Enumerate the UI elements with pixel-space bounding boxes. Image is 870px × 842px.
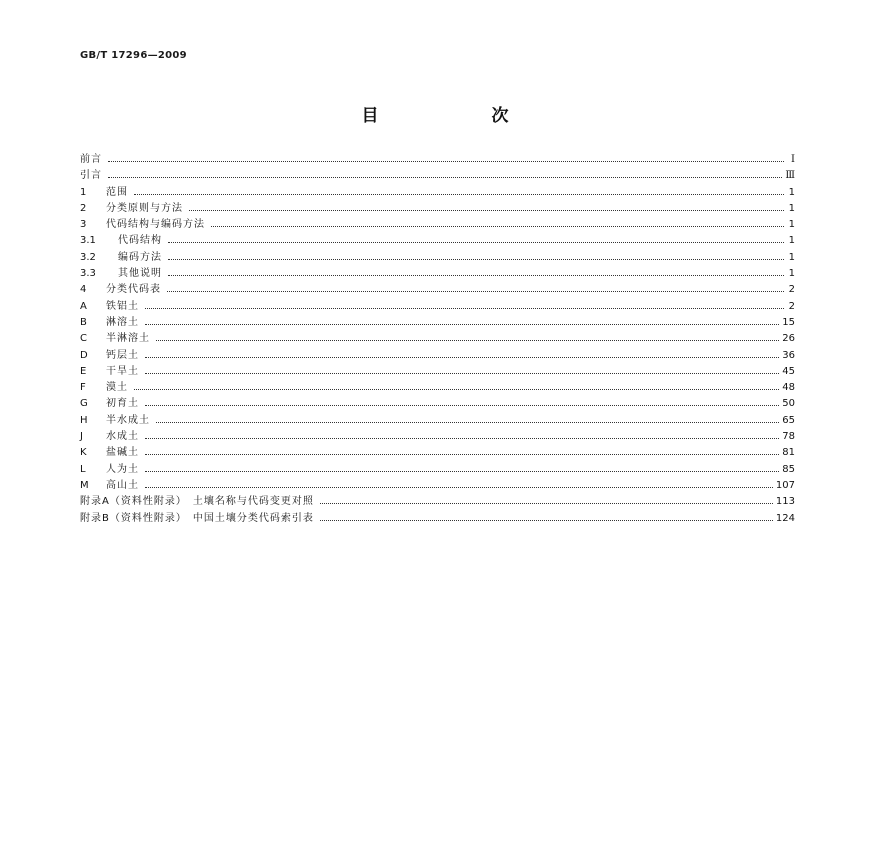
toc-page-number: 2 [788,300,795,312]
toc-entry-number: L [80,463,86,475]
toc-page-number: 1 [788,235,795,247]
toc-page-number: 107 [775,479,795,491]
toc-entry-label: 分类原则与方法 [106,202,183,214]
toc-page-number: 50 [782,398,795,410]
toc-entry-label: 分类代码表 [106,284,161,296]
toc-entry-label: 范围 [106,186,128,198]
toc-leader [145,348,779,364]
toc-entry-3[interactable] [80,217,795,233]
toc-entry-number: H [80,414,88,426]
toc-entry-label: 编码方法 [118,251,162,263]
toc-page-number: 36 [782,349,795,361]
toc-page-number: 78 [782,431,795,443]
table-of-contents [80,152,795,527]
toc-entry-label: 代码结构 [118,235,162,247]
toc-entry-number: F [80,382,86,394]
toc-entry-f[interactable] [80,380,795,396]
standard-code: GB/T 17296—2009 [80,50,187,61]
toc-entry-number: D [80,349,88,361]
toc-entry-label: 附录B（资料性附录） 中国土壤分类代码索引表 [80,512,314,524]
toc-entry-number: E [80,365,87,377]
toc-entry-label: 其他说明 [118,268,162,280]
toc-page-number: 1 [788,251,795,263]
toc-entry-2[interactable] [80,201,795,217]
toc-entry-h[interactable] [80,413,795,429]
toc-leader [145,462,779,478]
toc-entry-number: K [80,447,87,459]
toc-entry-appendix-a[interactable] [80,494,795,510]
toc-leader [156,413,779,429]
toc-entry-label: 水成土 [106,431,139,443]
toc-leader [145,299,784,315]
toc-entry-label: 代码结构与编码方法 [106,219,205,231]
toc-leader [145,478,773,494]
toc-entry-label: 漠土 [106,382,128,394]
toc-entry-appendix-b[interactable] [80,511,795,527]
toc-page-number: Ⅰ [791,154,795,165]
toc-entry-number: M [80,479,89,491]
toc-leader [134,380,779,396]
toc-entry-number: J [80,431,83,443]
toc-entry-label: 淋溶土 [106,316,139,328]
toc-page-number: 1 [788,202,795,214]
toc-entry-j[interactable] [80,429,795,445]
toc-entry-l[interactable] [80,462,795,478]
toc-entry-label: 钙层土 [106,349,139,361]
toc-entry-number: 3.2 [80,251,96,263]
toc-entry-4[interactable] [80,282,795,298]
toc-entry-number: 4 [80,284,87,296]
toc-entry-number: 1 [80,186,87,198]
toc-entry-label: 盐碱土 [106,447,139,459]
toc-page-number: 124 [775,512,795,524]
toc-leader [108,168,782,184]
toc-entry-a[interactable] [80,299,795,315]
toc-entry-label: 前言 [80,154,102,165]
toc-entry-d[interactable] [80,348,795,364]
toc-entry-number: 2 [80,202,87,214]
toc-entry-foreword[interactable] [80,152,795,168]
toc-entry-k[interactable] [80,445,795,461]
toc-leader [145,445,779,461]
toc-entry-number: B [80,316,87,328]
toc-page-number: 15 [782,316,795,328]
toc-entry-c[interactable] [80,331,795,347]
toc-entry-3-2[interactable] [80,250,795,266]
toc-entry-label: 干旱土 [106,365,139,377]
toc-entry-label: 半淋溶土 [106,333,150,345]
toc-entry-number: 3.3 [80,268,96,280]
toc-page-number: 81 [782,447,795,459]
toc-leader [167,282,784,298]
toc-leader [134,185,784,201]
toc-entry-g[interactable] [80,396,795,412]
toc-entry-introduction[interactable] [80,168,795,184]
toc-page-number: Ⅲ [785,170,795,182]
toc-entry-number: A [80,300,87,312]
toc-leader [168,233,784,249]
toc-page-number: 65 [782,414,795,426]
toc-entry-label: 人为土 [106,463,139,475]
toc-leader [145,396,779,412]
toc-page-number: 1 [788,268,795,280]
toc-entry-label: 铁铝土 [106,300,139,312]
toc-entry-e[interactable] [80,364,795,380]
toc-leader [145,315,779,331]
toc-leader [156,331,779,347]
toc-entry-number: 3.1 [80,235,96,247]
toc-page-number: 26 [782,333,795,345]
toc-entry-b[interactable] [80,315,795,331]
toc-page-number: 113 [775,496,795,508]
toc-leader [168,266,784,282]
page-title: 目 次 [361,106,557,126]
toc-leader [189,201,784,217]
toc-entry-label: 初育土 [106,398,139,410]
toc-entry-number: 3 [80,219,87,231]
toc-leader [320,494,773,510]
toc-page-number: 2 [788,284,795,296]
toc-leader [168,250,784,266]
toc-leader [145,364,779,380]
toc-entry-label: 半水成土 [106,414,150,426]
toc-entry-label: 附录A（资料性附录） 土壤名称与代码变更对照 [80,496,314,508]
toc-page-number: 1 [788,186,795,198]
toc-entry-3-3[interactable] [80,266,795,282]
toc-entry-1[interactable] [80,185,795,201]
toc-page-number: 1 [788,219,795,231]
toc-leader [145,429,779,445]
toc-leader [320,511,773,527]
toc-leader [211,217,784,233]
toc-entry-label: 高山土 [106,479,139,491]
toc-leader [108,152,784,168]
toc-entry-3-1[interactable] [80,233,795,249]
toc-entry-number: G [80,398,88,410]
toc-page-number: 45 [782,365,795,377]
toc-entry-label: 引言 [80,170,102,182]
toc-entry-m[interactable] [80,478,795,494]
toc-page-number: 48 [782,382,795,394]
toc-page-number: 85 [782,463,795,475]
toc-entry-number: C [80,333,87,345]
